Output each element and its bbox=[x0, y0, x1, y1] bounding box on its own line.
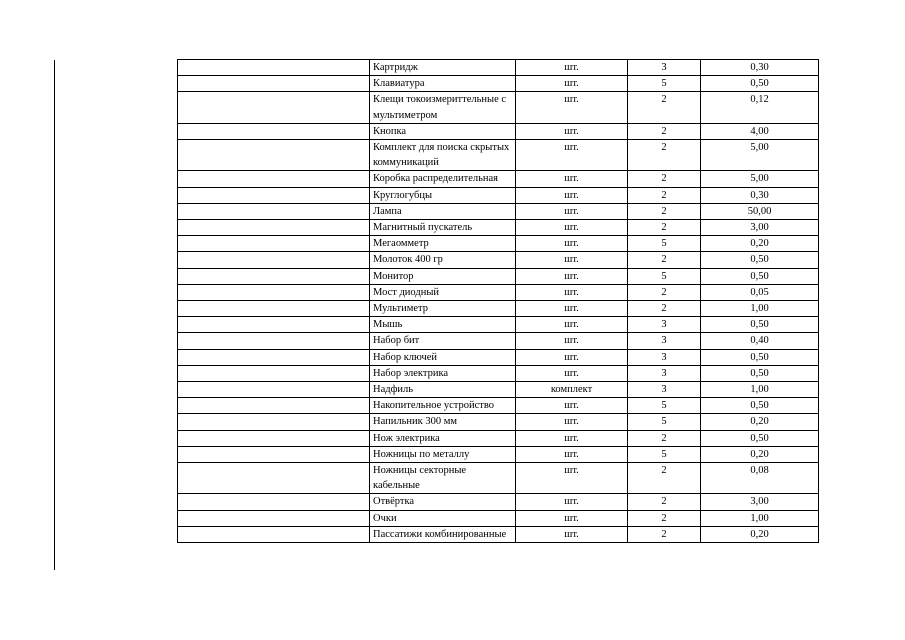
value-cell: 5,00 bbox=[701, 171, 819, 187]
value-cell: 3,00 bbox=[701, 220, 819, 236]
unit-cell: шт. bbox=[516, 301, 628, 317]
blank-cell bbox=[178, 398, 370, 414]
quantity-cell: 3 bbox=[628, 365, 701, 381]
value-cell: 0,05 bbox=[701, 284, 819, 300]
value-cell: 50,00 bbox=[701, 203, 819, 219]
blank-cell bbox=[178, 301, 370, 317]
table-row bbox=[178, 284, 819, 300]
value-cell: 0,20 bbox=[701, 446, 819, 462]
blank-cell bbox=[178, 123, 370, 139]
unit-cell: шт. bbox=[516, 140, 628, 171]
item-name-cell: Мегаомметр bbox=[370, 236, 516, 252]
quantity-cell: 2 bbox=[628, 92, 701, 123]
item-name-cell: Мультиметр bbox=[370, 301, 516, 317]
quantity-cell: 2 bbox=[628, 252, 701, 268]
table-row bbox=[178, 171, 819, 187]
item-name-cell: Кнопка bbox=[370, 123, 516, 139]
unit-cell: шт. bbox=[516, 171, 628, 187]
unit-cell: шт. bbox=[516, 252, 628, 268]
table-row bbox=[178, 414, 819, 430]
item-name-cell: Клещи токоизмериттельные с мультиметром bbox=[370, 92, 516, 123]
blank-cell bbox=[178, 220, 370, 236]
table-row bbox=[178, 510, 819, 526]
unit-cell: шт. bbox=[516, 349, 628, 365]
item-name-cell: Мышь bbox=[370, 317, 516, 333]
equipment-table bbox=[177, 59, 819, 543]
unit-cell: шт. bbox=[516, 333, 628, 349]
blank-cell bbox=[178, 446, 370, 462]
unit-cell: шт. bbox=[516, 92, 628, 123]
quantity-cell: 2 bbox=[628, 187, 701, 203]
item-name-cell: Ножницы по металлу bbox=[370, 446, 516, 462]
quantity-cell: 2 bbox=[628, 171, 701, 187]
value-cell: 3,00 bbox=[701, 494, 819, 510]
unit-cell: шт. bbox=[516, 365, 628, 381]
quantity-cell: 2 bbox=[628, 140, 701, 171]
item-name-cell: Набор ключей bbox=[370, 349, 516, 365]
table-row bbox=[178, 60, 819, 76]
quantity-cell: 5 bbox=[628, 236, 701, 252]
table-row bbox=[178, 494, 819, 510]
table-row bbox=[178, 252, 819, 268]
table-body bbox=[178, 60, 819, 543]
table-row bbox=[178, 140, 819, 171]
table-row bbox=[178, 365, 819, 381]
item-name-cell: Картридж bbox=[370, 60, 516, 76]
blank-cell bbox=[178, 349, 370, 365]
unit-cell: шт. bbox=[516, 510, 628, 526]
quantity-cell: 2 bbox=[628, 494, 701, 510]
table-row bbox=[178, 123, 819, 139]
value-cell: 0,50 bbox=[701, 398, 819, 414]
value-cell: 0,50 bbox=[701, 252, 819, 268]
table-row bbox=[178, 187, 819, 203]
unit-cell: шт. bbox=[516, 268, 628, 284]
unit-cell: шт. bbox=[516, 236, 628, 252]
value-cell: 0,30 bbox=[701, 187, 819, 203]
unit-cell: шт. bbox=[516, 414, 628, 430]
blank-cell bbox=[178, 203, 370, 219]
blank-cell bbox=[178, 365, 370, 381]
table-row bbox=[178, 76, 819, 92]
item-name-cell: Монитор bbox=[370, 268, 516, 284]
item-name-cell: Молоток 400 гр bbox=[370, 252, 516, 268]
value-cell: 0,40 bbox=[701, 333, 819, 349]
blank-cell bbox=[178, 494, 370, 510]
blank-cell bbox=[178, 317, 370, 333]
table-row bbox=[178, 446, 819, 462]
quantity-cell: 3 bbox=[628, 333, 701, 349]
quantity-cell: 5 bbox=[628, 414, 701, 430]
unit-cell: шт. bbox=[516, 203, 628, 219]
table-row bbox=[178, 398, 819, 414]
quantity-cell: 5 bbox=[628, 398, 701, 414]
value-cell: 0,50 bbox=[701, 76, 819, 92]
item-name-cell: Комплект для поиска скрытых коммуникаций bbox=[370, 140, 516, 171]
blank-cell bbox=[178, 187, 370, 203]
value-cell: 4,00 bbox=[701, 123, 819, 139]
quantity-cell: 2 bbox=[628, 430, 701, 446]
unit-cell: шт. bbox=[516, 463, 628, 494]
blank-cell bbox=[178, 430, 370, 446]
unit-cell: шт. bbox=[516, 446, 628, 462]
value-cell: 0,20 bbox=[701, 414, 819, 430]
item-name-cell: Надфиль bbox=[370, 382, 516, 398]
quantity-cell: 2 bbox=[628, 463, 701, 494]
blank-cell bbox=[178, 463, 370, 494]
blank-cell bbox=[178, 92, 370, 123]
quantity-cell: 3 bbox=[628, 382, 701, 398]
table-row bbox=[178, 203, 819, 219]
item-name-cell: Ножницы секторные кабельные bbox=[370, 463, 516, 494]
quantity-cell: 3 bbox=[628, 349, 701, 365]
unit-cell: шт. bbox=[516, 76, 628, 92]
value-cell: 0,08 bbox=[701, 463, 819, 494]
unit-cell: шт. bbox=[516, 526, 628, 542]
table-row bbox=[178, 301, 819, 317]
value-cell: 1,00 bbox=[701, 510, 819, 526]
blank-cell bbox=[178, 510, 370, 526]
item-name-cell: Круглогубцы bbox=[370, 187, 516, 203]
blank-cell bbox=[178, 76, 370, 92]
quantity-cell: 2 bbox=[628, 510, 701, 526]
value-cell: 0,50 bbox=[701, 365, 819, 381]
left-margin-rule bbox=[54, 60, 55, 570]
item-name-cell: Накопительное устройство bbox=[370, 398, 516, 414]
unit-cell: шт. bbox=[516, 60, 628, 76]
item-name-cell: Клавиатура bbox=[370, 76, 516, 92]
unit-cell: шт. bbox=[516, 430, 628, 446]
table-row bbox=[178, 220, 819, 236]
unit-cell: шт. bbox=[516, 494, 628, 510]
item-name-cell: Нож электрика bbox=[370, 430, 516, 446]
blank-cell bbox=[178, 382, 370, 398]
table-row bbox=[178, 236, 819, 252]
value-cell: 5,00 bbox=[701, 140, 819, 171]
unit-cell: шт. bbox=[516, 317, 628, 333]
blank-cell bbox=[178, 252, 370, 268]
table-row bbox=[178, 463, 819, 494]
item-name-cell: Напильник 300 мм bbox=[370, 414, 516, 430]
quantity-cell: 5 bbox=[628, 76, 701, 92]
value-cell: 0,50 bbox=[701, 430, 819, 446]
quantity-cell: 2 bbox=[628, 123, 701, 139]
quantity-cell: 5 bbox=[628, 268, 701, 284]
blank-cell bbox=[178, 284, 370, 300]
unit-cell: шт. bbox=[516, 398, 628, 414]
item-name-cell: Коробка распределительная bbox=[370, 171, 516, 187]
value-cell: 0,50 bbox=[701, 349, 819, 365]
unit-cell: шт. bbox=[516, 187, 628, 203]
value-cell: 0,20 bbox=[701, 236, 819, 252]
unit-cell: шт. bbox=[516, 284, 628, 300]
quantity-cell: 2 bbox=[628, 203, 701, 219]
quantity-cell: 3 bbox=[628, 60, 701, 76]
value-cell: 0,50 bbox=[701, 317, 819, 333]
table-row bbox=[178, 430, 819, 446]
table-row bbox=[178, 268, 819, 284]
blank-cell bbox=[178, 526, 370, 542]
quantity-cell: 2 bbox=[628, 526, 701, 542]
unit-cell: шт. bbox=[516, 123, 628, 139]
item-name-cell: Мост диодный bbox=[370, 284, 516, 300]
blank-cell bbox=[178, 414, 370, 430]
blank-cell bbox=[178, 60, 370, 76]
quantity-cell: 2 bbox=[628, 220, 701, 236]
blank-cell bbox=[178, 236, 370, 252]
blank-cell bbox=[178, 333, 370, 349]
item-name-cell: Очки bbox=[370, 510, 516, 526]
item-name-cell: Отвёртка bbox=[370, 494, 516, 510]
table-row bbox=[178, 526, 819, 542]
item-name-cell: Лампа bbox=[370, 203, 516, 219]
quantity-cell: 2 bbox=[628, 301, 701, 317]
item-name-cell: Набор электрика bbox=[370, 365, 516, 381]
value-cell: 1,00 bbox=[701, 382, 819, 398]
unit-cell: шт. bbox=[516, 220, 628, 236]
blank-cell bbox=[178, 140, 370, 171]
blank-cell bbox=[178, 268, 370, 284]
value-cell: 0,50 bbox=[701, 268, 819, 284]
table-row bbox=[178, 382, 819, 398]
table-row bbox=[178, 333, 819, 349]
value-cell: 1,00 bbox=[701, 301, 819, 317]
table-row bbox=[178, 317, 819, 333]
value-cell: 0,20 bbox=[701, 526, 819, 542]
table-row bbox=[178, 349, 819, 365]
blank-cell bbox=[178, 171, 370, 187]
value-cell: 0,12 bbox=[701, 92, 819, 123]
item-name-cell: Магнитный пускатель bbox=[370, 220, 516, 236]
quantity-cell: 2 bbox=[628, 284, 701, 300]
item-name-cell: Набор бит bbox=[370, 333, 516, 349]
quantity-cell: 3 bbox=[628, 317, 701, 333]
unit-cell: комплект bbox=[516, 382, 628, 398]
table-row bbox=[178, 92, 819, 123]
value-cell: 0,30 bbox=[701, 60, 819, 76]
quantity-cell: 5 bbox=[628, 446, 701, 462]
item-name-cell: Пассатижи комбинированные bbox=[370, 526, 516, 542]
